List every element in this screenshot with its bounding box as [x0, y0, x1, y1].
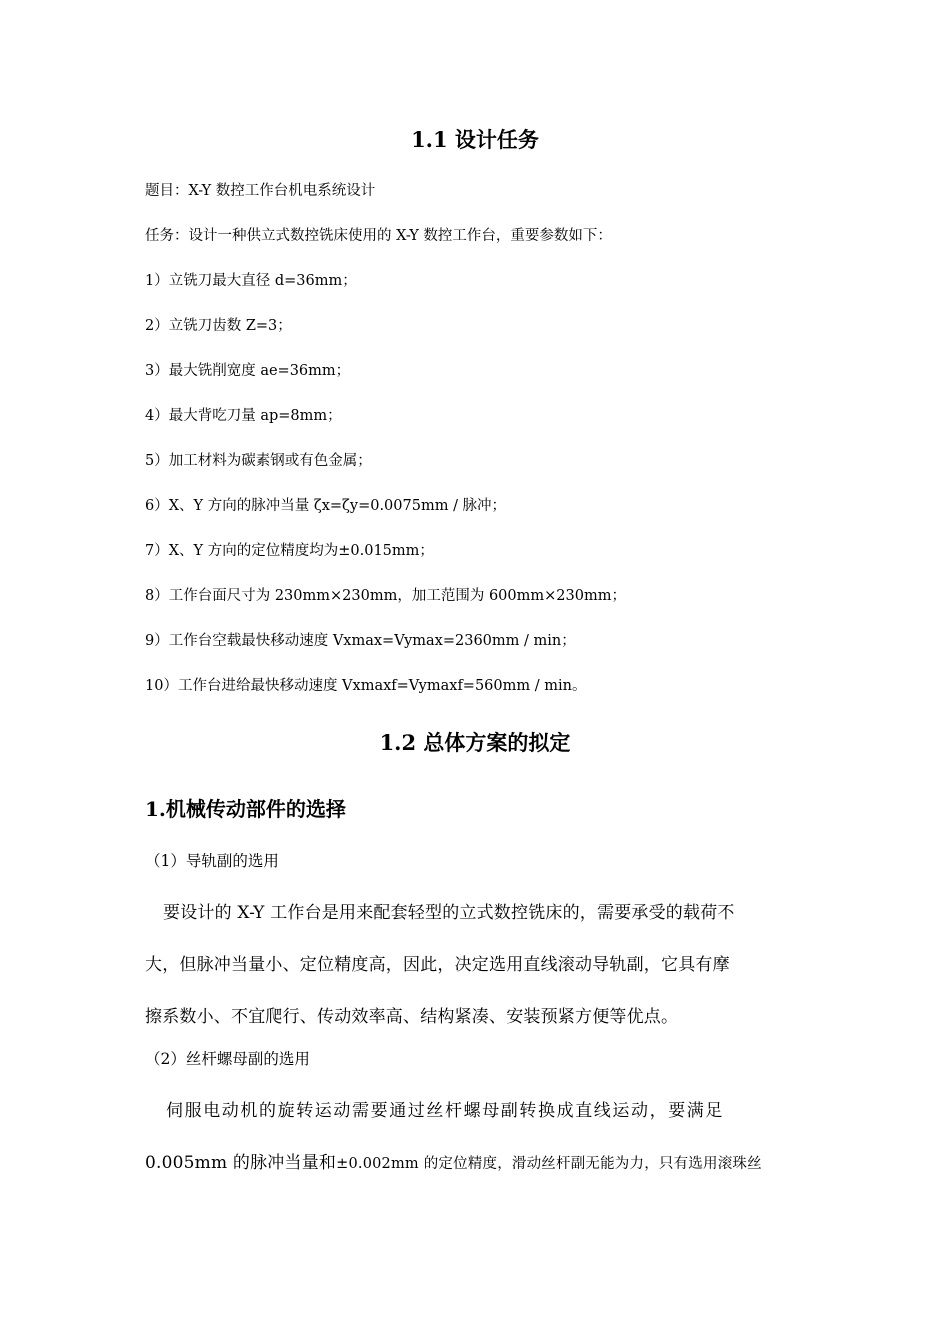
- task-line: 任务：设计一种供立式数控铣床使用的 X-Y 数控工作台，重要参数如下：: [145, 228, 612, 244]
- section-heading-1-2: 1.2 总体方案的拟定: [379, 730, 571, 755]
- param-item: 10）工作台进给最快移动速度 Vxmaxf=Vymaxf=560mm / min。: [145, 678, 587, 694]
- param-item: 2）立铣刀齿数 Z=3；: [145, 318, 292, 334]
- subsection-heading: 1.机械传动部件的选择: [145, 797, 346, 821]
- topic-line: 题目：X-Y 数控工作台机电系统设计: [145, 183, 376, 199]
- paragraph-line: 擦系数小、不宜爬行、传动效率高、结构紧凑、安装预紧方便等优点。: [145, 1007, 679, 1027]
- paragraph-segment: 0.005mm 的脉冲当量和: [145, 1153, 337, 1173]
- param-item: 4）最大背吃刀量 ap=8mm；: [145, 408, 342, 424]
- param-item: 7）X、Y 方向的定位精度均为±0.015mm；: [145, 543, 434, 559]
- item-title-guide-rail: （1）导轨副的选用: [145, 852, 279, 870]
- section-heading-1-1: 1.1 设计任务: [411, 127, 539, 152]
- param-item: 6）X、Y 方向的脉冲当量 ζx=ζy=0.0075mm / 脉冲；: [145, 498, 507, 514]
- param-item: 8）工作台面尺寸为 230mm×230mm，加工范围为 600mm×230mm；: [145, 588, 626, 604]
- paragraph-line: 大，但脉冲当量小、定位精度高，因此，决定选用直线滚动导轨副，它具有摩: [145, 955, 730, 975]
- paragraph-segment-small: ±0.002mm 的定位精度，滑动丝杆副无能为力，只有选用滚珠丝: [336, 1156, 762, 1172]
- paragraph-line: 伺服电动机的旋转运动需要通过丝杆螺母副转换成直线运动，要满足: [166, 1101, 724, 1121]
- param-item: 5）加工材料为碳素钢或有色金属；: [145, 453, 372, 469]
- param-item: 9）工作台空载最快移动速度 Vxmax=Vymax=2360mm / min；: [145, 633, 576, 649]
- param-item: 3）最大铣削宽度 ae=36mm；: [145, 363, 351, 379]
- paragraph-line: [145, 1148, 762, 1173]
- paragraph-line: 要设计的 X-Y 工作台是用来配套轻型的立式数控铣床的，需要承受的载荷不: [163, 903, 735, 923]
- param-item: 1）立铣刀最大直径 d=36mm；: [145, 273, 357, 289]
- item-title-ball-screw: （2）丝杆螺母副的选用: [145, 1050, 310, 1068]
